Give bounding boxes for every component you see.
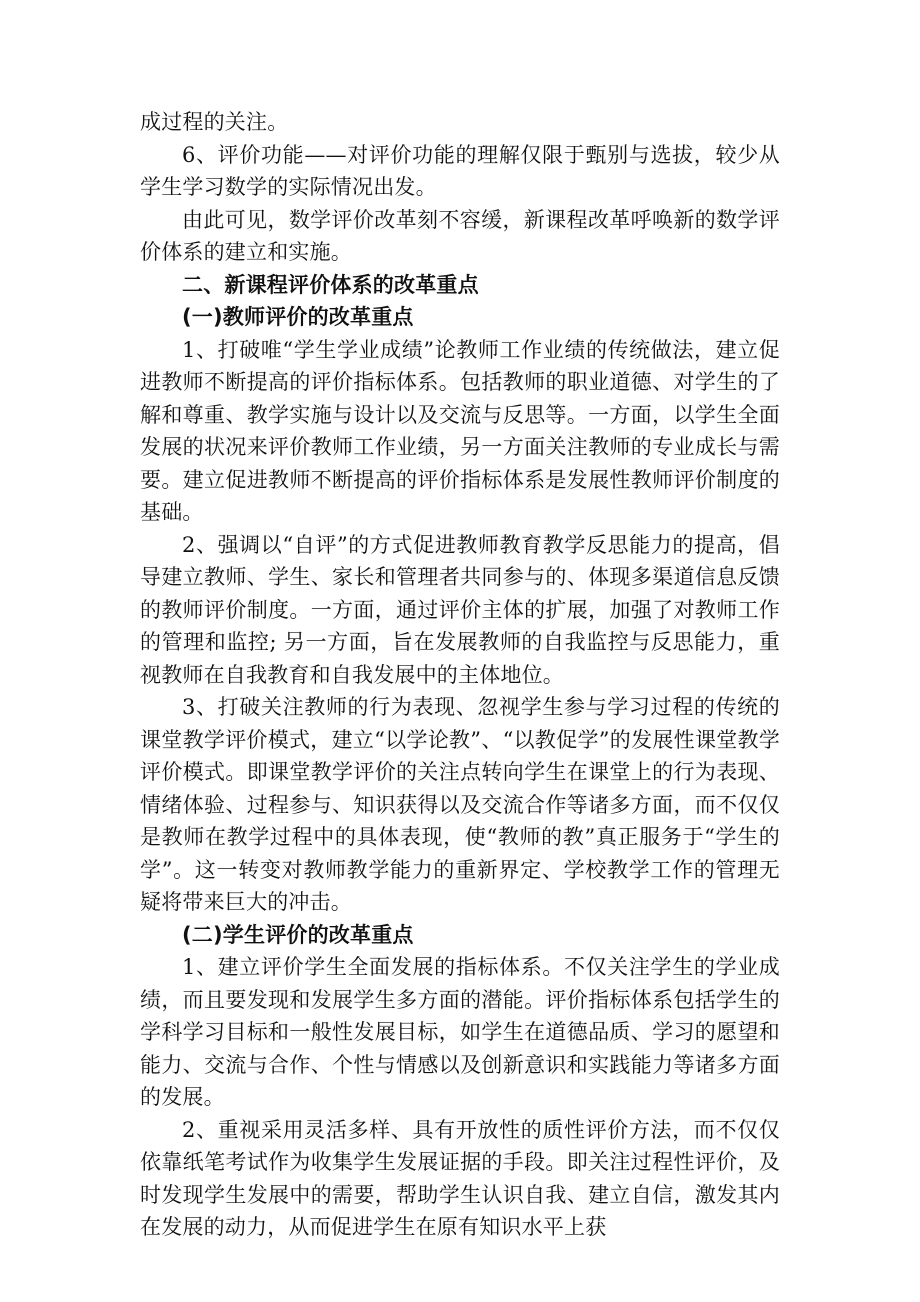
paragraph-continuation: 成过程的关注。 (140, 110, 289, 134)
paragraph-teacher-point-2: 2、强调以“自评”的方式促进教师教育教学反思能力的提高，倡导建立教师、学生、家长和管理者共同参与的、体现多渠道信息反馈的教师评价制度。一方面，通过评价主体的扩展，加强了对教师工作的管理和监控; 另一方面，旨在发展教师的自我监控与反思能力，重视教师在自我教育和自我发展中的主体地位。 (140, 532, 780, 687)
paragraph-teacher-point-3: 3、打破关注教师的行为表现、忽视学生参与学习过程的传统的课堂教学评价模式，建立“以学论教”、“以教促学”的发展性课堂教学评价模式。即课堂教学评价的关注点转向学生在课堂上的行为表现、情绪体验、过程参与、知识获得以及交流合作等诸多方面，而不仅仅是教师在教学过程中的具体表现，使“教师的教”真正服务于“学生的学”。这一转变对教师教学能力的重新界定、学校教学工作的管理无疑将带来巨大的冲击。 (140, 695, 780, 914)
paragraph-conclusion: 由此可见，数学评价改革刻不容缓，新课程改革呼唤新的数学评价体系的建立和实施。 (140, 207, 780, 264)
paragraph-teacher-point-1: 1、打破唯“学生学业成绩”论教师工作业绩的传统做法，建立促进教师不断提高的评价指标体系。包括教师的职业道德、对学生的了解和尊重、教学实施与设计以及交流与反思等。一方面，以学生全面发展的状况来评价教师工作业绩，另一方面关注教师的专业成长与需要。建立促进教师不断提高的评价指标体系是发展性教师评价制度的基础。 (140, 337, 780, 524)
paragraph-student-point-2: 2、重视采用灵活多样、具有开放性的质性评价方法，而不仅仅依靠纸笔考试作为收集学生发展证据的手段。即关注过程性评价，及时发现学生发展中的需要，帮助学生认识自我、建立自信，激发其内在发展的动力，从而促进学生在原有知识水平上获 (140, 1117, 780, 1239)
document-page (140, 106, 780, 1244)
paragraph-student-point-1: 1、建立评价学生全面发展的指标体系。不仅关注学生的学业成绩，而且要发现和发展学生多方面的潜能。评价指标体系包括学生的学科学习目标和一般性发展目标，如学生在道德品质、学习的愿望和能力、交流与合作、个性与情感以及创新意识和实践能力等诸多方面的发展。 (140, 955, 780, 1109)
paragraph-evaluation-function: 6、评价功能——对评价功能的理解仅限于甄别与选拔，较少从学生学习数学的实际情况出发。 (140, 142, 780, 199)
subsection-heading-teacher-evaluation: (一)教师评价的改革重点 (182, 305, 414, 329)
subsection-heading-student-evaluation: (二)学生评价的改革重点 (182, 922, 414, 947)
section-heading-reform-focus: 二、新课程评价体系的改革重点 (182, 272, 479, 297)
